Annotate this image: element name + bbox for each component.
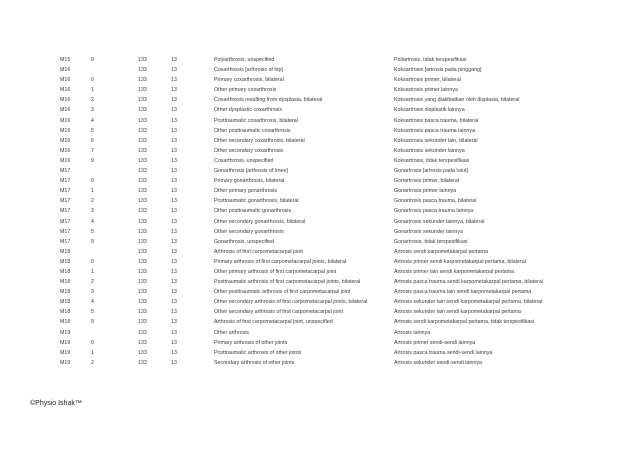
english-description-cell: Primary arthrosis of first carpometacarpal joints, bilateral [214,258,347,265]
code-cell: M18 [60,309,71,316]
english-description-cell: Primary gonarthrosis, bilateral [214,178,285,185]
value-a-cell: 133 [138,117,147,124]
subcode-cell: 9 [91,57,94,63]
english-description-cell: Posttraumatic arthrosis of first carpometacarpal joints, bilateral [214,279,361,286]
value-b-cell: 13 [171,57,177,63]
subcode-cell: 4 [91,299,94,306]
code-cell: M18 [60,289,71,296]
code-cell: M17 [60,208,71,215]
subcode-cell: 1 [91,349,94,356]
code-cell: M16 [60,107,71,114]
value-b-cell: 13 [171,178,177,185]
table-row [60,277,630,287]
code-cell: M16 [60,77,71,84]
indonesian-description-cell: Artrosis sendi karpometakarpal pertama, tidak terspesifikasi [394,319,535,326]
value-a-cell: 133 [138,279,147,286]
subcode-cell: 5 [91,127,94,134]
value-b-cell: 13 [171,168,177,175]
table-row [60,136,630,146]
value-b-cell: 13 [171,188,177,195]
value-b-cell: 13 [171,157,177,164]
indonesian-description-cell: Koksartrosis primer, bilateral [394,77,461,84]
value-b-cell: 13 [171,258,177,265]
table-row [60,237,630,247]
code-cell: M16 [60,157,71,164]
indonesian-description-cell: Artrosis primer sendi karpometakarpal pertama, bilateral [394,258,526,265]
english-description-cell: Other secondary coxarthrosis, bilateral [214,137,305,144]
table-row [60,166,630,176]
value-a-cell: 133 [138,218,147,225]
value-a-cell: 133 [138,147,147,154]
indonesian-description-cell: Gonartrosis pasca trauma lainnya [394,208,474,215]
value-a-cell: 133 [138,188,147,195]
table-row [60,206,630,216]
value-b-cell: 13 [171,208,177,215]
subcode-cell: 2 [91,97,94,104]
code-cell: M17 [60,228,71,235]
code-cell: M16 [60,137,71,144]
indonesian-description-cell: Gonartrosis primer lainnya [394,188,457,195]
copyright-footer: ©Physio Ishak™ [30,400,82,407]
value-b-cell: 13 [171,279,177,286]
subcode-cell: 5 [91,309,94,316]
value-b-cell: 13 [171,198,177,205]
value-a-cell: 133 [138,329,147,336]
indonesian-description-cell: Artrosis pasca trauma sendi-sendi lainnya [394,349,493,356]
english-description-cell: Arthrosis of first carpometacarpal joint [214,248,303,255]
value-a-cell: 133 [138,157,147,164]
value-b-cell: 13 [171,309,177,316]
subcode-cell: 0 [91,339,94,346]
indonesian-description-cell: Artrosis sekunder lain sendi karpometakarpal pertama, bilateral [394,299,543,306]
table-row [60,227,630,237]
table-row [60,85,630,95]
subcode-cell: 4 [91,117,94,124]
indonesian-description-cell: Artrosis primer lain sendi karpometakarpal pertama [394,268,515,275]
table-row [60,95,630,105]
table-row [60,307,630,317]
code-cell: M17 [60,168,71,175]
code-cell: M18 [60,258,71,265]
indonesian-description-cell: Koksartrosis primer lainnya [394,87,458,94]
code-cell: M16 [60,127,71,134]
subcode-cell: 7 [91,147,94,154]
subcode-cell: 0 [91,178,94,185]
value-b-cell: 13 [171,329,177,336]
english-description-cell: Other primary gonarthrosis [214,188,277,195]
value-b-cell: 13 [171,218,177,225]
subcode-cell: 1 [91,268,94,275]
table-row [60,186,630,196]
code-cell: M16 [60,87,71,94]
english-description-cell: Other dysplastic coxarthrosis [214,107,283,114]
icd-code-table [60,55,630,368]
english-description-cell: Other secondary arthrosis of first carpometacarpal joints, bilateral [214,299,368,306]
table-row [60,297,630,307]
table-row [60,116,630,126]
english-description-cell: Gonarthrosis, unspecified [214,238,275,245]
english-description-cell: Other secondary arthrosis of first carpometacarpal joint [214,309,343,316]
table-row [60,176,630,186]
indonesian-description-cell: Koksartrosis sekunder lain, bilateral [394,137,478,144]
table-row [60,146,630,156]
indonesian-description-cell: Artrosis sendi karpometakarpal pertama [394,248,488,255]
code-cell: M18 [60,248,71,255]
indonesian-description-cell: Koksartrosis pasca trauma, bilateral [394,117,479,124]
code-cell: M17 [60,178,71,185]
value-a-cell: 133 [138,319,147,326]
code-cell: M18 [60,268,71,275]
code-cell: M16 [60,97,71,104]
code-cell: M18 [60,319,71,326]
english-description-cell: Posttraumatic gonarthrosis, bilateral [214,198,299,205]
subcode-cell: 9 [91,157,94,164]
value-b-cell: 13 [171,87,177,94]
value-b-cell: 13 [171,319,177,326]
english-description-cell: Arthrosis of first carpometacarpal joint, unspecified [214,319,333,326]
value-b-cell: 13 [171,268,177,275]
indonesian-description-cell: Gonartrosis sekunder lainnya, bilateral [394,218,485,225]
value-b-cell: 13 [171,147,177,154]
value-a-cell: 133 [138,228,147,235]
value-a-cell: 133 [138,268,147,275]
table-row [60,287,630,297]
table-row [60,55,630,65]
value-a-cell: 133 [138,198,147,205]
subcode-cell: 9 [91,319,94,326]
value-b-cell: 13 [171,228,177,235]
code-cell: M17 [60,198,71,205]
subcode-cell: 0 [91,77,94,84]
english-description-cell: Primary arthrosis of other joints [214,339,288,346]
subcode-cell: 9 [91,238,94,245]
indonesian-description-cell: Artrosis sekunder lain sendi karpometakarpal pertama [394,309,521,316]
english-description-cell: Secondary arthrosis of other joints [214,359,295,366]
table-row [60,348,630,358]
value-a-cell: 133 [138,309,147,316]
value-b-cell: 13 [171,67,177,74]
value-a-cell: 133 [138,238,147,245]
code-cell: M18 [60,279,71,286]
subcode-cell: 2 [91,279,94,286]
value-a-cell: 133 [138,168,147,175]
indonesian-description-cell: Artrosis lainnya [394,329,431,336]
table-row [60,126,630,136]
value-a-cell: 133 [138,137,147,144]
english-description-cell: Other primary coxarthrosis [214,87,277,94]
value-a-cell: 133 [138,359,147,366]
value-a-cell: 133 [138,127,147,134]
subcode-cell: 3 [91,208,94,215]
value-b-cell: 13 [171,97,177,104]
table-row [60,217,630,227]
code-cell: M17 [60,218,71,225]
english-description-cell: Other posttraumatic gonarthrosis [214,208,292,215]
table-row [60,75,630,85]
subcode-cell: 6 [91,137,94,144]
english-description-cell: Other secondary gonarthrosis, bilateral [214,218,306,225]
value-a-cell: 133 [138,248,147,255]
subcode-cell: 3 [91,107,94,114]
code-cell: M19 [60,349,71,356]
english-description-cell: Gonarthrosis [arthrosis of knee] [214,168,288,175]
table-row [60,257,630,267]
value-a-cell: 133 [138,299,147,306]
value-a-cell: 133 [138,67,147,74]
value-a-cell: 133 [138,208,147,215]
subcode-cell: 0 [91,258,94,265]
table-row [60,317,630,327]
table-row [60,338,630,348]
english-description-cell: Coxarthrosis resulting from dysplasia, bilateral [214,97,323,104]
value-b-cell: 13 [171,299,177,306]
indonesian-description-cell: Artrosis pasca trauma sendi karpometakarpal pertama, bilateral [394,279,543,286]
subcode-cell: 2 [91,198,94,205]
table-row [60,247,630,257]
code-cell: M16 [60,147,71,154]
indonesian-description-cell: Koksartrosis, tidak terspesifikasi [394,157,470,164]
indonesian-description-cell: Gonartrosis primer, bilateral [394,178,460,185]
subcode-cell: 1 [91,87,94,94]
code-cell: M18 [60,299,71,306]
english-description-cell: Posttraumatic arthrosis of other joints [214,349,302,356]
code-cell: M17 [60,238,71,245]
english-description-cell: Other posttraumatic arthrosis of first carpometacarpal joint [214,289,351,296]
indonesian-description-cell: Artrosis sekunder sendi-sendi lainnya [394,359,483,366]
value-b-cell: 13 [171,107,177,114]
english-description-cell: Coxarthrosis, unspecified [214,157,274,164]
code-cell: M16 [60,117,71,124]
value-a-cell: 133 [138,178,147,185]
code-cell: M19 [60,339,71,346]
table-row [60,358,630,368]
value-a-cell: 133 [138,339,147,346]
english-description-cell: Posttraumatic coxarthrosis, bilateral [214,117,298,124]
value-b-cell: 13 [171,339,177,346]
code-cell: M19 [60,359,71,366]
indonesian-description-cell: Koksartrosis displastik lainnya [394,107,465,114]
code-cell: M16 [60,67,71,74]
indonesian-description-cell: Koksartrosis [artrosis pada pinggang] [394,67,482,74]
value-a-cell: 133 [138,57,147,63]
code-cell: M17 [60,188,71,195]
table-row [60,105,630,115]
table-row [60,196,630,206]
indonesian-description-cell: Artrosis primer sendi-sendi lainnya [394,339,476,346]
value-b-cell: 13 [171,359,177,366]
value-b-cell: 13 [171,77,177,84]
table-row [60,267,630,277]
english-description-cell: Other secondary gonarthrosis [214,228,284,235]
subcode-cell: 1 [91,188,94,195]
indonesian-description-cell: Koksartrosis pasca trauma lainnya [394,127,475,134]
indonesian-description-cell: Gonartrosis sekunder lainnya [394,228,463,235]
value-b-cell: 13 [171,117,177,124]
value-b-cell: 13 [171,127,177,134]
value-a-cell: 133 [138,87,147,94]
indonesian-description-cell: Koksartrosis sekunder lainnya [394,147,465,154]
english-description-cell: Other posttraumatic coxarthrosis [214,127,291,134]
indonesian-description-cell: Koksartrosis yang diakibatkan oleh displasia, bilateral [394,97,520,104]
subcode-cell: 3 [91,289,94,296]
table-row [60,328,630,338]
value-a-cell: 133 [138,107,147,114]
value-a-cell: 133 [138,258,147,265]
subcode-cell: 2 [91,359,94,366]
value-a-cell: 133 [138,289,147,296]
value-b-cell: 13 [171,238,177,245]
value-a-cell: 133 [138,77,147,84]
indonesian-description-cell: Poliartrosis, tidak terspesifikasi [394,57,467,63]
value-b-cell: 13 [171,289,177,296]
indonesian-description-cell: Gonartrosis, tidak terspesifikasi [394,238,468,245]
value-a-cell: 133 [138,349,147,356]
subcode-cell: 4 [91,218,94,225]
english-description-cell: Polyarthrosis, unspecified [214,57,275,63]
english-description-cell: Coxarthrosis [arthrosis of hip] [214,67,283,74]
indonesian-description-cell: Artrosis pasca trauma lain sendi karpometakarpal pertama [394,289,532,296]
value-b-cell: 13 [171,248,177,255]
table-row [60,156,630,166]
indonesian-description-cell: Gonartrosis pasca trauma, bilateral [394,198,477,205]
value-b-cell: 13 [171,137,177,144]
english-description-cell: Other arthrosis [214,329,250,336]
subcode-cell: 5 [91,228,94,235]
code-cell: M15 [60,57,71,63]
english-description-cell: Other primary arthrosis of first carpometacarpal joint [214,268,337,275]
indonesian-description-cell: Gonartrosis [artrosis pada lutut] [394,168,468,175]
value-b-cell: 13 [171,349,177,356]
value-a-cell: 133 [138,97,147,104]
english-description-cell: Other secondary coxarthrosis [214,147,284,154]
table-row [60,65,630,75]
code-cell: M19 [60,329,71,336]
english-description-cell: Primary coxarthrosis, bilateral [214,77,284,84]
